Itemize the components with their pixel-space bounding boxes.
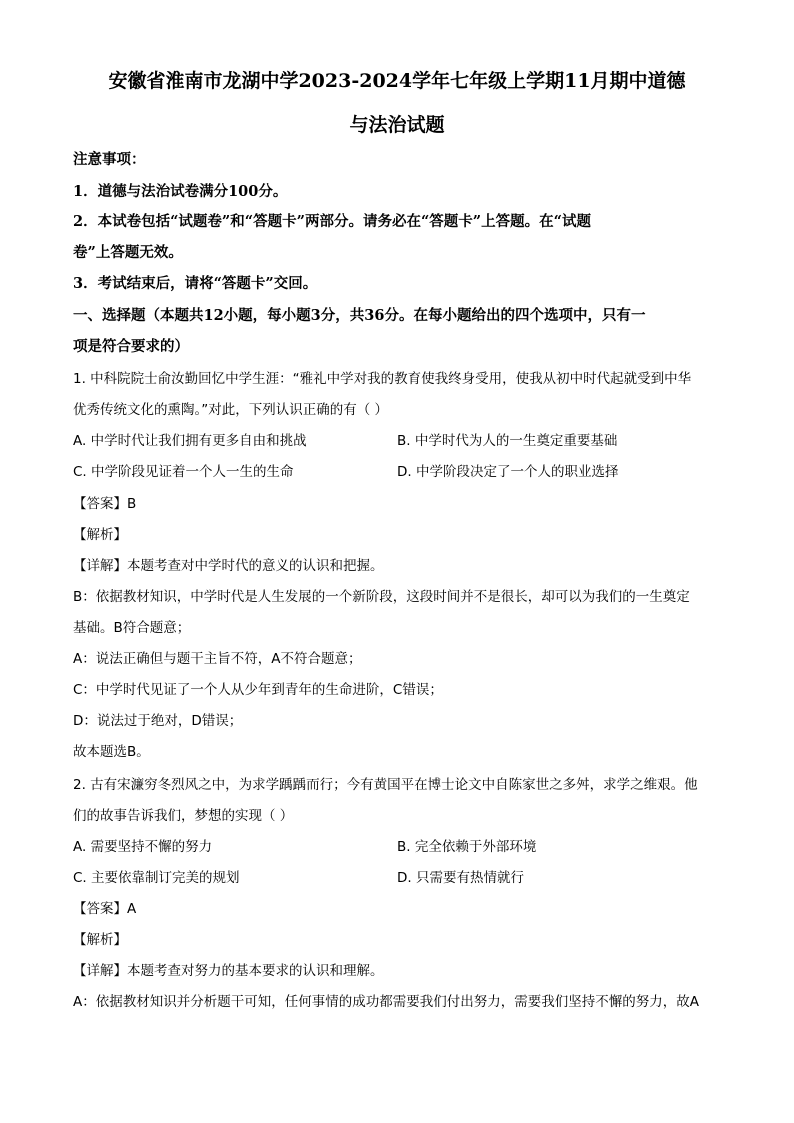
q1-explanation-a: A：说法正确但与题干主旨不符，A不符合题意； [73,651,362,667]
q1-analysis-label: 【解析】 [73,527,127,543]
note-3: 3．考试结束后，请将“答题卡”交回。 [73,275,318,292]
q1-explanation-b-line-1: B：依据教材知识，中学时代是人生发展的一个新阶段，这段时间并不是很长，却可以为我们的一生奠定 [73,589,690,605]
q1-conclusion: 故本题选B。 [73,744,150,760]
q1-stem-line-2: 优秀传统文化的熏陶。”对此，下列认识正确的有（ ） [73,402,389,418]
document-title-line-2: 与法治试题 [349,114,445,136]
note-1: 1．道德与法治试卷满分100分。 [73,183,288,200]
q1-explanation-c: C：中学时代见证了一个人从少年到青年的生命进阶，C错误； [73,682,443,698]
q2-option-a: A. 需要坚持不懈的努力 [73,839,213,855]
q1-option-c: C. 中学阶段见证着一个人一生的生命 [73,464,294,480]
q2-option-c: C. 主要依靠制订完美的规划 [73,870,240,886]
q2-option-d: D. 只需要有热情就行 [397,870,524,886]
q2-explanation-a: A：依据教材知识并分析题干可知，任何事情的成功都需要我们付出努力，需要我们坚持不懈的努力，故A [73,994,699,1010]
q2-stem-line-2: 们的故事告诉我们，梦想的实现（ ） [73,808,294,824]
q1-detail-heading: 【详解】本题考查对中学时代的意义的认识和把握。 [73,558,384,574]
q1-stem-line-1: 1. 中科院院士俞汝勤回忆中学生涯：“雅礼中学对我的教育使我终身受用，使我从初中时代起就受到中华 [73,371,692,387]
q2-detail-heading: 【详解】本题考查对努力的基本要求的认识和理解。 [73,963,384,979]
q2-stem-line-1: 2. 古有宋濂穷冬烈风之中，为求学踽踽而行；今有黄国平在博士论文中自陈家世之多舛，求学之维艰。他 [73,777,698,793]
q2-answer: 【答案】A [73,901,137,917]
q1-explanation-b-line-2: 基础。B符合题意； [73,620,191,636]
section-heading-line-2: 项是符合要求的） [73,338,189,355]
q1-answer: 【答案】B [73,496,137,512]
document-title-line-1: 安徽省淮南市龙湖中学2023-2024学年七年级上学期11月期中道德 [108,70,686,92]
note-2-line-2: 卷”上答题无效。 [73,244,183,261]
q1-explanation-d: D：说法过于绝对，D错误； [73,713,243,729]
q1-option-b: B. 中学时代为人的一生奠定重要基础 [397,433,618,449]
q1-option-d: D. 中学阶段决定了一个人的职业选择 [397,464,619,480]
q2-option-b: B. 完全依赖于外部环境 [397,839,537,855]
note-2-line-1: 2．本试卷包括“试题卷”和“答题卡”两部分。请务必在“答题卡”上答题。在“试题 [73,213,591,230]
q1-option-a: A. 中学时代让我们拥有更多自由和挑战 [73,433,307,449]
notes-heading: 注意事项： [73,151,146,168]
section-heading-line-1: 一、选择题（本题共12小题，每小题3分，共36分。在每小题给出的四个选项中，只有一 [73,307,646,324]
q2-analysis-label: 【解析】 [73,932,127,948]
